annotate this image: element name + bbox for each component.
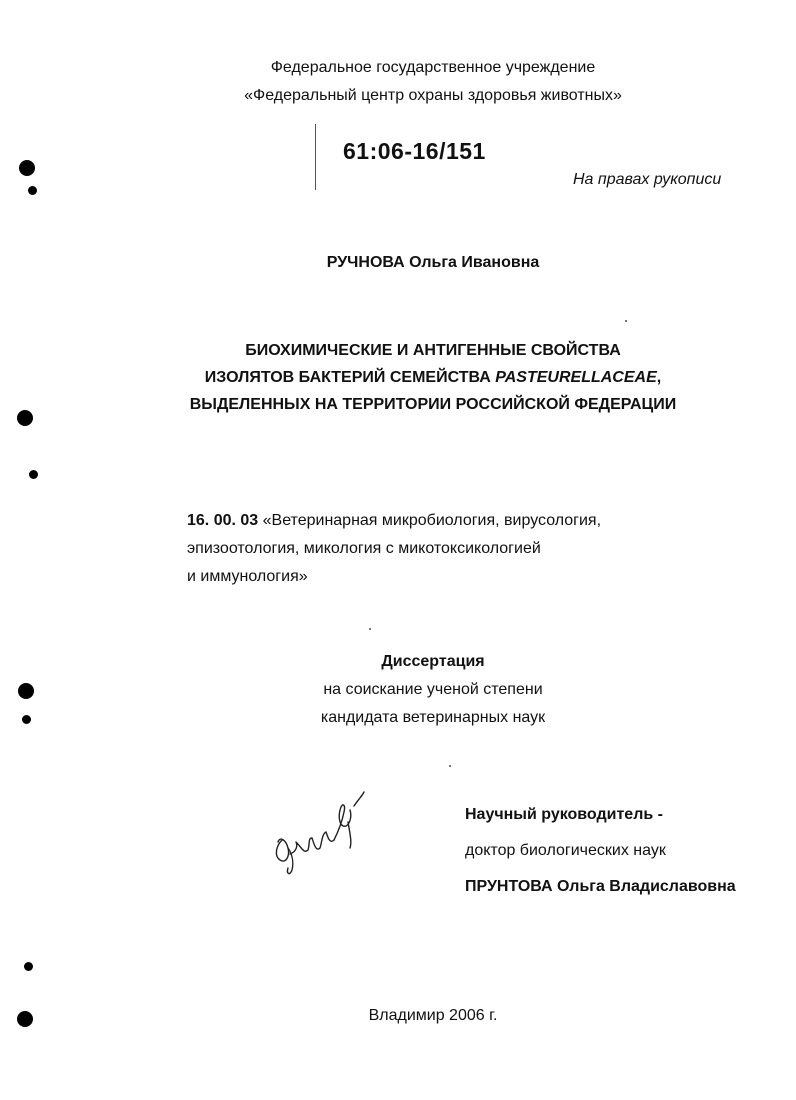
title-line-2-suffix: , — [656, 369, 662, 386]
stamp-rule — [315, 124, 316, 190]
scan-speck — [369, 628, 371, 630]
dissertation-title — [0, 337, 796, 418]
scan-speck — [449, 765, 451, 767]
author-name: РУЧНОВА Ольга Ивановна — [326, 254, 540, 271]
institution-line-2: «Федеральный центр охраны здоровья животных» — [244, 87, 622, 104]
manuscript-rights-note: На правах рукописи — [573, 171, 722, 188]
catalog-code: 61:06-16/151 — [343, 138, 486, 164]
degree-label: Диссертация — [381, 653, 485, 670]
binding-hole — [24, 962, 33, 971]
author-signature — [268, 782, 373, 882]
degree-line-3: кандидата ветеринарных наук — [320, 709, 546, 726]
title-line-2-prefix: ИЗОЛЯТОВ БАКТЕРИЙ СЕМЕЙСТВА — [204, 369, 496, 386]
city-year: Владимир 2006 г. — [368, 1007, 498, 1024]
supervisor-label: Научный руководитель - — [465, 806, 663, 823]
specialty-code: 16. 00. 03 — [187, 512, 259, 529]
specialty-block — [187, 507, 667, 591]
degree-line-2: на соискание ученой степени — [323, 681, 543, 698]
specialty-line-3: и иммунология» — [187, 568, 308, 585]
degree-block — [0, 648, 796, 732]
institution-line-1: Федеральное государственное учреждение — [270, 59, 596, 76]
scan-speck — [625, 320, 627, 322]
institution-header — [0, 54, 796, 110]
binding-hole — [19, 160, 35, 176]
taxon-name: PASTEURELLACEAE — [495, 369, 657, 386]
title-line-1: БИОХИМИЧЕСКИЕ И АНТИГЕННЫЕ СВОЙСТВА — [245, 342, 621, 359]
binding-hole — [29, 470, 38, 479]
specialty-line-2: эпизоотология, микология с микотоксикологией — [187, 540, 541, 557]
supervisor-block — [465, 797, 736, 905]
supervisor-name: ПРУНТОВА Ольга Владиславовна — [465, 878, 736, 895]
specialty-name-part-1: «Ветеринарная микробиология, вирусология, — [258, 512, 602, 529]
binding-hole — [28, 186, 37, 195]
supervisor-rank: доктор биологических наук — [465, 842, 666, 859]
title-line-3: ВЫДЕЛЕННЫХ НА ТЕРРИТОРИИ РОССИЙСКОЙ ФЕДЕРАЦИИ — [189, 396, 677, 413]
specialty-line-1 — [187, 507, 667, 535]
title-line-2 — [0, 364, 796, 391]
